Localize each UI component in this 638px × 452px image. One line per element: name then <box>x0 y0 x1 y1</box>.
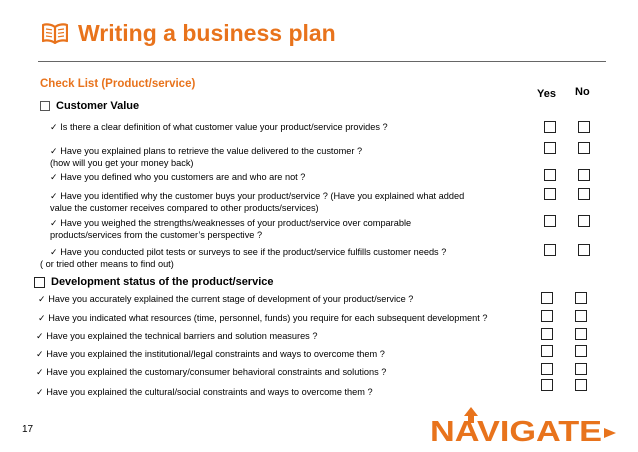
item-line: ✓ Have you accurately explained the current stage of development of your product/service ? <box>38 294 414 304</box>
checklist-item <box>36 349 385 361</box>
checklist-item <box>36 331 317 343</box>
item-line: ✓ Have you explained plans to retrieve the value delivered to the customer ? <box>50 146 363 156</box>
item-line: ✓ Have you weighed the strengths/weaknesses of your product/service over comparable <box>50 218 412 228</box>
checklist-item <box>50 218 411 241</box>
navigate-logo <box>430 404 620 444</box>
yes-checkbox[interactable] <box>544 244 556 256</box>
yes-checkbox[interactable] <box>544 142 556 154</box>
checklist-item <box>50 146 362 169</box>
column-header-yes: Yes <box>537 88 556 100</box>
yes-checkbox[interactable] <box>541 292 553 304</box>
title-divider <box>38 61 606 62</box>
checklist-item <box>38 294 413 306</box>
yes-checkbox[interactable] <box>541 379 553 391</box>
no-checkbox[interactable] <box>575 345 587 357</box>
section-label: Customer Value <box>56 100 140 112</box>
section-development-status <box>34 276 274 288</box>
no-checkbox[interactable] <box>578 188 590 200</box>
item-line: ✓ Have you defined who you customers are and who are not ? <box>50 172 306 182</box>
item-line: value the customer receives compared to other products/services) <box>50 202 319 213</box>
checklist-item <box>40 247 447 270</box>
section-label: Development status of the product/service <box>51 276 274 288</box>
checklist-item <box>36 367 386 379</box>
yes-checkbox[interactable] <box>541 310 553 322</box>
section-checkbox[interactable] <box>34 277 45 288</box>
section-customer-value <box>40 100 139 112</box>
title-row <box>42 16 336 50</box>
no-checkbox[interactable] <box>575 328 587 340</box>
item-line: (how will you get your money back) <box>50 157 194 168</box>
checklist-item <box>50 191 464 214</box>
item-line: ✓ Is there a clear definition of what customer value your product/service provides ? <box>50 122 388 132</box>
yes-checkbox[interactable] <box>541 363 553 375</box>
no-checkbox[interactable] <box>578 121 590 133</box>
yes-checkbox[interactable] <box>541 345 553 357</box>
item-line: ✓ Have you identified why the customer buys your product/service ? (Have you explained what added <box>50 191 465 201</box>
checklist-item <box>36 387 373 399</box>
no-checkbox[interactable] <box>578 169 590 181</box>
no-checkbox[interactable] <box>575 310 587 322</box>
no-checkbox[interactable] <box>578 244 590 256</box>
checklist-title: Check List (Product/service) <box>40 78 196 90</box>
no-checkbox[interactable] <box>578 142 590 154</box>
checklist-item <box>50 122 388 134</box>
item-line: ✓ Have you conducted pilot tests or surveys to see if the product/service fulfills customer needs ? <box>50 247 447 257</box>
no-checkbox[interactable] <box>578 215 590 227</box>
checklist-item <box>50 172 305 184</box>
checklist-item <box>38 313 487 325</box>
item-line: ( or tried other means to find out) <box>40 258 174 269</box>
yes-checkbox[interactable] <box>544 121 556 133</box>
page-number: 17 <box>22 424 34 435</box>
item-line: ✓ Have you explained the institutional/legal constraints and ways to overcome them ? <box>36 349 385 359</box>
no-checkbox[interactable] <box>575 363 587 375</box>
no-checkbox[interactable] <box>575 292 587 304</box>
yes-checkbox[interactable] <box>541 328 553 340</box>
yes-checkbox[interactable] <box>544 215 556 227</box>
page-title: Writing a business plan <box>78 19 336 46</box>
column-header-no: No <box>575 86 590 98</box>
item-line: ✓ Have you explained the technical barriers and solution measures ? <box>36 331 318 341</box>
no-checkbox[interactable] <box>575 379 587 391</box>
item-line: products/services from the customer’s perspective ? <box>50 229 263 240</box>
yes-checkbox[interactable] <box>544 169 556 181</box>
open-book-icon <box>42 22 68 44</box>
item-line: ✓ Have you explained the customary/consumer behavioral constraints and solutions ? <box>36 367 387 377</box>
section-checkbox[interactable] <box>40 101 50 111</box>
logo-text: NAVIGATE <box>430 416 602 444</box>
item-line: ✓ Have you explained the cultural/social constraints and ways to overcome them ? <box>36 387 373 397</box>
yes-checkbox[interactable] <box>544 188 556 200</box>
item-line: ✓ Have you indicated what resources (time, personnel, funds) you require for each subsequent development ? <box>38 313 488 323</box>
